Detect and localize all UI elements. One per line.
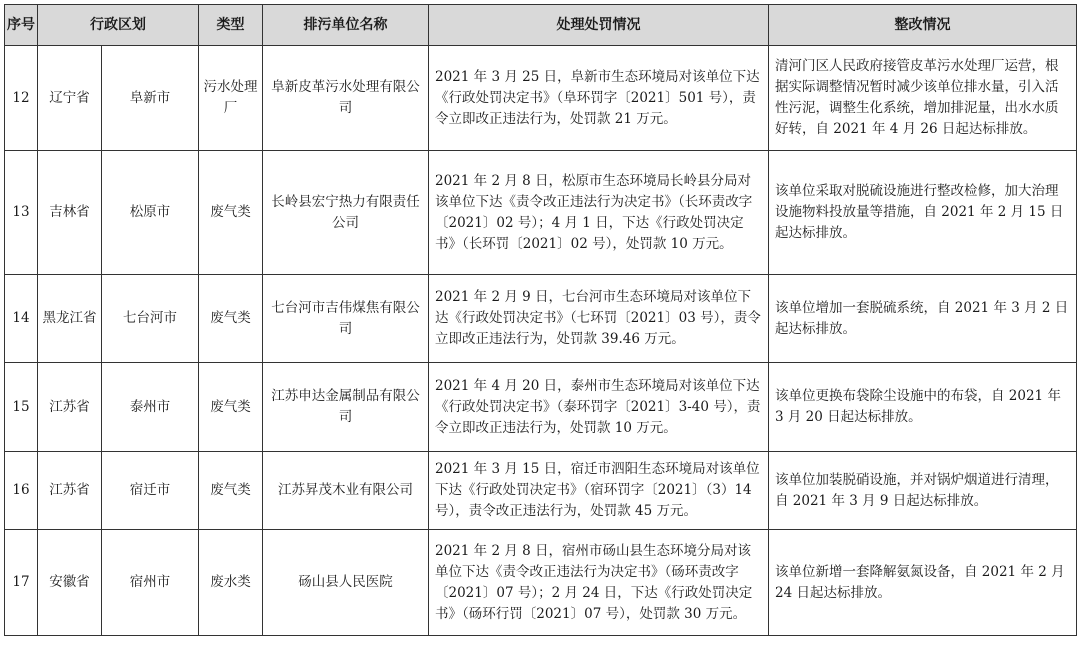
cell-seq: 13 <box>5 151 38 275</box>
header-region: 行政区划 <box>38 5 199 46</box>
cell-rectification: 该单位更换布袋除尘设施中的布袋，自 2021 年 3 月 20 日起达标排放。 <box>769 363 1077 452</box>
cell-city: 宿州市 <box>102 530 199 636</box>
cell-penalty: 2021 年 2 月 8 日，松原市生态环境局长岭县分局对该单位下达《责令改正违法行为决定书》（长环责改字〔2021〕02 号）；4 月 1 日，下达《行政处罚决定书》（长环罚〔2021〕02 号），处罚款 10 万元。 <box>429 151 769 275</box>
cell-province: 安徽省 <box>38 530 102 636</box>
cell-seq: 15 <box>5 363 38 452</box>
enforcement-table <box>4 4 1077 636</box>
cell-unit: 七台河市吉伟煤焦有限公司 <box>263 275 429 363</box>
cell-rectification: 清河门区人民政府接管皮革污水处理厂运营，根据实际调整情况暂时减少该单位排水量，引入活性污泥，调整生化系统，增加排泥量，出水水质好转，自 2021 年 4 月 26 日起达标排放。 <box>769 46 1077 151</box>
cell-penalty: 2021 年 3 月 25 日，阜新市生态环境局对该单位下达《行政处罚决定书》（阜环罚字〔2021〕501 号），责令立即改正违法行为，处罚款 21 万元。 <box>429 46 769 151</box>
cell-province: 江苏省 <box>38 363 102 452</box>
cell-city: 松原市 <box>102 151 199 275</box>
cell-type: 污水处理厂 <box>199 46 263 151</box>
cell-unit: 江苏昇茂木业有限公司 <box>263 452 429 530</box>
cell-penalty: 2021 年 4 月 20 日，泰州市生态环境局对该单位下达《行政处罚决定书》（泰环罚字〔2021〕3-40 号），责令立即改正违法行为，处罚款 10 万元。 <box>429 363 769 452</box>
cell-seq: 12 <box>5 46 38 151</box>
cell-unit: 江苏申达金属制品有限公司 <box>263 363 429 452</box>
table-row <box>5 275 1077 363</box>
header-seq: 序号 <box>5 5 38 46</box>
cell-penalty: 2021 年 2 月 8 日，宿州市砀山县生态环境分局对该单位下达《责令改正违法行为决定书》（砀环责改字〔2021〕07 号）；2 月 24 日，下达《行政处罚决定书》（砀环行罚〔2021〕07 号），处罚款 30 万元。 <box>429 530 769 636</box>
cell-unit: 阜新皮革污水处理有限公司 <box>263 46 429 151</box>
cell-city: 宿迁市 <box>102 452 199 530</box>
table-row <box>5 363 1077 452</box>
cell-type: 废气类 <box>199 363 263 452</box>
cell-type: 废气类 <box>199 151 263 275</box>
cell-province: 辽宁省 <box>38 46 102 151</box>
cell-unit: 长岭县宏宁热力有限责任公司 <box>263 151 429 275</box>
cell-city: 阜新市 <box>102 46 199 151</box>
cell-rectification: 该单位新增一套降解氨氮设备，自 2021 年 2 月 24 日起达标排放。 <box>769 530 1077 636</box>
cell-seq: 17 <box>5 530 38 636</box>
table-row <box>5 46 1077 151</box>
cell-seq: 14 <box>5 275 38 363</box>
cell-penalty: 2021 年 2 月 9 日，七台河市生态环境局对该单位下达《行政处罚决定书》（七环罚〔2021〕03 号），责令立即改正违法行为，处罚款 39.46 万元。 <box>429 275 769 363</box>
table-row <box>5 151 1077 275</box>
cell-rectification: 该单位加装脱硝设施，并对锅炉烟道进行清理，自 2021 年 3 月 9 日起达标排放。 <box>769 452 1077 530</box>
cell-city: 七台河市 <box>102 275 199 363</box>
cell-unit: 砀山县人民医院 <box>263 530 429 636</box>
table-row <box>5 452 1077 530</box>
cell-rectification: 该单位增加一套脱硫系统，自 2021 年 3 月 2 日起达标排放。 <box>769 275 1077 363</box>
cell-province: 吉林省 <box>38 151 102 275</box>
cell-province: 江苏省 <box>38 452 102 530</box>
header-rectification: 整改情况 <box>769 5 1077 46</box>
cell-type: 废气类 <box>199 275 263 363</box>
cell-rectification: 该单位采取对脱硫设施进行整改检修，加大治理设施物料投放量等措施，自 2021 年 2 月 15 日起达标排放。 <box>769 151 1077 275</box>
header-unit: 排污单位名称 <box>263 5 429 46</box>
cell-type: 废气类 <box>199 452 263 530</box>
header-type: 类型 <box>199 5 263 46</box>
header-penalty: 处理处罚情况 <box>429 5 769 46</box>
header-row <box>5 5 1077 46</box>
cell-city: 泰州市 <box>102 363 199 452</box>
cell-penalty: 2021 年 3 月 15 日，宿迁市泗阳生态环境局对该单位下达《行政处罚决定书》（宿环罚字〔2021〕（3）14 号），责令改正违法行为，处罚款 45 万元。 <box>429 452 769 530</box>
cell-type: 废水类 <box>199 530 263 636</box>
table-row <box>5 530 1077 636</box>
cell-province: 黑龙江省 <box>38 275 102 363</box>
cell-seq: 16 <box>5 452 38 530</box>
